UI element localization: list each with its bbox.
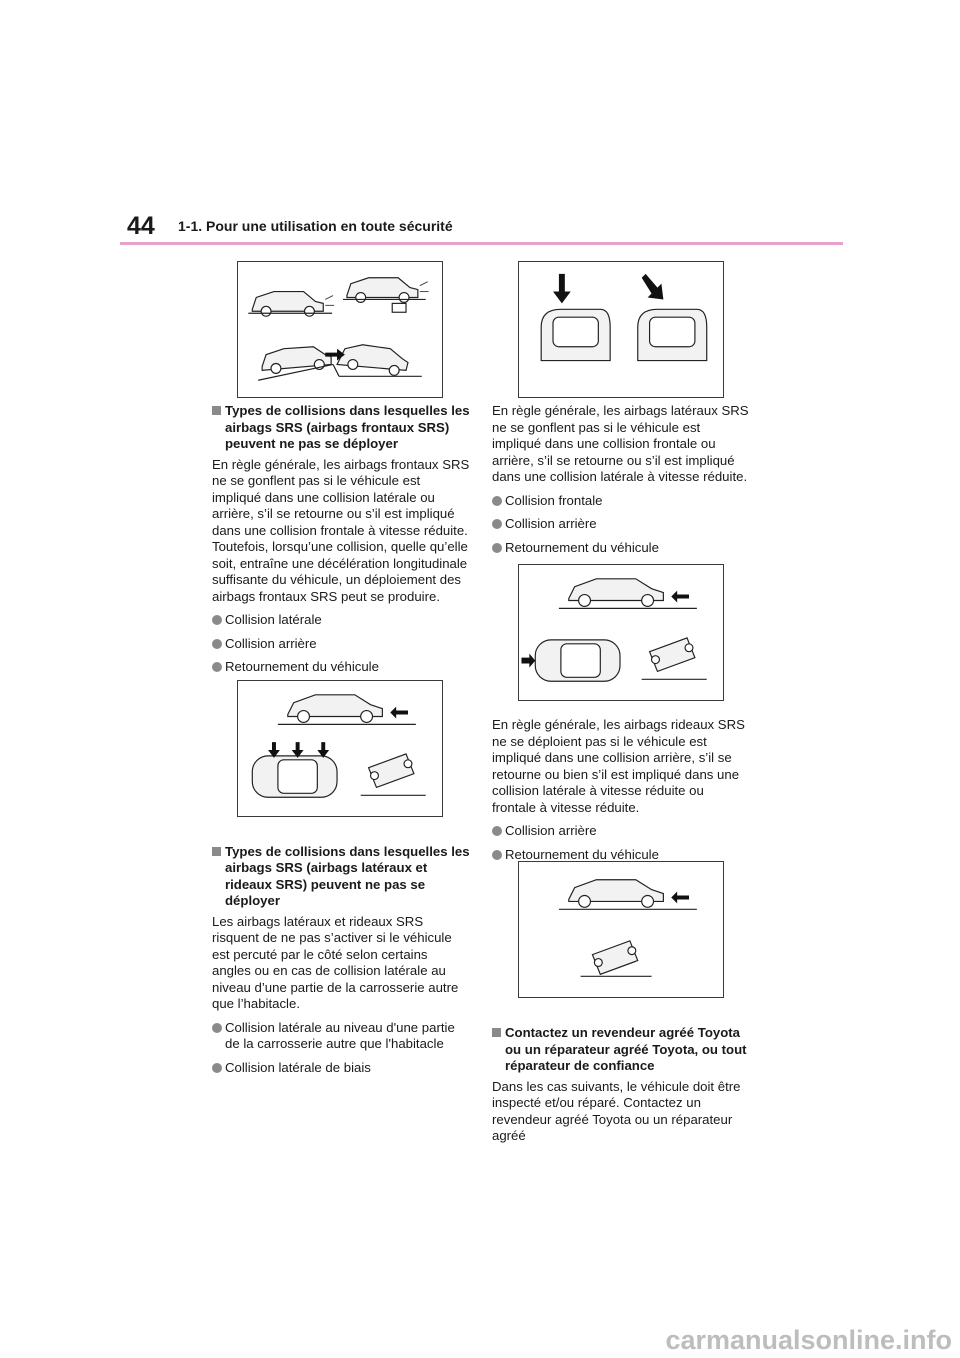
list-item: Retournement du véhicule <box>492 540 750 557</box>
bullet-dot-icon <box>492 519 502 529</box>
figure-side-airbag-frontal <box>518 261 724 398</box>
side-section-paragraph: Les airbags latéraux et rideaux SRS risquent de ne pas s’activer si le véhicule est percuté par le côté selon certains angles ou en cas de collision latérale au niveau d’une partie de la carrosserie autre que l’habitacle. <box>212 913 459 1011</box>
figure-frontal-non-deployment <box>237 261 443 398</box>
list-item: Collision arrière <box>492 516 750 533</box>
bullet-dot-icon <box>492 850 502 860</box>
contact-section-heading: Contactez un revendeur agréé Toyota ou un réparateur agréé Toyota, ou tout réparateur de confiance <box>492 1025 750 1075</box>
list-item: Retournement du véhicule <box>212 659 470 676</box>
bullet-dot-icon <box>212 1063 222 1073</box>
square-bullet-icon <box>212 406 221 415</box>
bullet-dot-icon <box>492 496 502 506</box>
bullet-dot-icon <box>212 1023 222 1033</box>
figure-frontal-illustration <box>238 262 442 397</box>
frontal-section-paragraph: En règle générale, les airbags frontaux SRS ne se gonflent pas si le véhicule est impliqué dans une collision latérale ou arrière, s’il se retourne ou s’il est impliqué dans une collision frontale à vitesse réduite. Toutefois, lorsqu’une collision, quelle qu’elle soit, entraîne une décélération longitudinale suffisante du véhicule, un déploiement des airbags frontaux SRS peut se produire. <box>212 456 470 604</box>
list-item: Retournement du véhicule <box>492 847 750 864</box>
bullet-dot-icon <box>212 662 222 672</box>
list-item: Collision latérale de biais <box>212 1060 470 1077</box>
figure-curtain-collision-illustration <box>519 862 723 997</box>
page-number: 44 <box>127 212 155 240</box>
section-title: 1-1. Pour une utilisation en toute sécurité <box>178 218 453 234</box>
figure-side-airbag-illustration <box>519 262 723 397</box>
list-item: Collision arrière <box>212 636 470 653</box>
list-item: Collision arrière <box>492 823 750 840</box>
frontal-section-heading: Types de collisions dans lesquelles les airbags SRS (airbags frontaux SRS) peuvent ne pas se déployer <box>212 403 470 453</box>
figure-collision-types-illustration <box>238 681 442 816</box>
bullet-dot-icon <box>492 826 502 836</box>
figure-side-airbag-collision-types <box>518 564 724 701</box>
contact-section-paragraph: Dans les cas suivants, le véhicule doit être inspecté et/ou réparé. Contactez un revendeur agréé Toyota ou un réparateur agréé <box>492 1078 741 1143</box>
bullet-dot-icon <box>212 615 222 625</box>
square-bullet-icon <box>492 1028 501 1037</box>
bullet-dot-icon <box>212 639 222 649</box>
header-divider <box>120 242 843 245</box>
figure-curtain-airbag-collision-types <box>518 861 724 998</box>
figure-side-collision-illustration <box>519 565 723 700</box>
list-item: Collision latérale <box>212 612 470 629</box>
list-item: Collision frontale <box>492 493 750 510</box>
side-section-heading: Types de collisions dans lesquelles les airbags SRS (airbags latéraux et rideaux SRS) peuvent ne pas se déployer <box>212 844 470 910</box>
list-item: Collision latérale au niveau d'une partie de la carrosserie autre que l'habitacle <box>212 1020 470 1053</box>
curtain-airbag-paragraph: En règle générale, les airbags rideaux SRS ne se déploient pas si le véhicule est impliqué dans une collision arrière, s’il se retourne ou bien s’il est impliqué dans une collision latérale à vitesse réduite ou frontale à vitesse réduite. <box>492 717 745 815</box>
square-bullet-icon <box>212 847 221 856</box>
side-airbag-paragraph: En règle générale, les airbags latéraux SRS ne se gonflent pas si le véhicule est impliqué dans une collision frontale ou arrière, s’il se retourne ou s’il est impliqué dans une collision latérale à vitesse réduite. <box>492 403 749 484</box>
right-column <box>492 403 750 1152</box>
bullet-dot-icon <box>492 543 502 553</box>
watermark: carmanualsonline.info <box>665 1325 952 1355</box>
figure-frontal-collision-types <box>237 680 443 817</box>
